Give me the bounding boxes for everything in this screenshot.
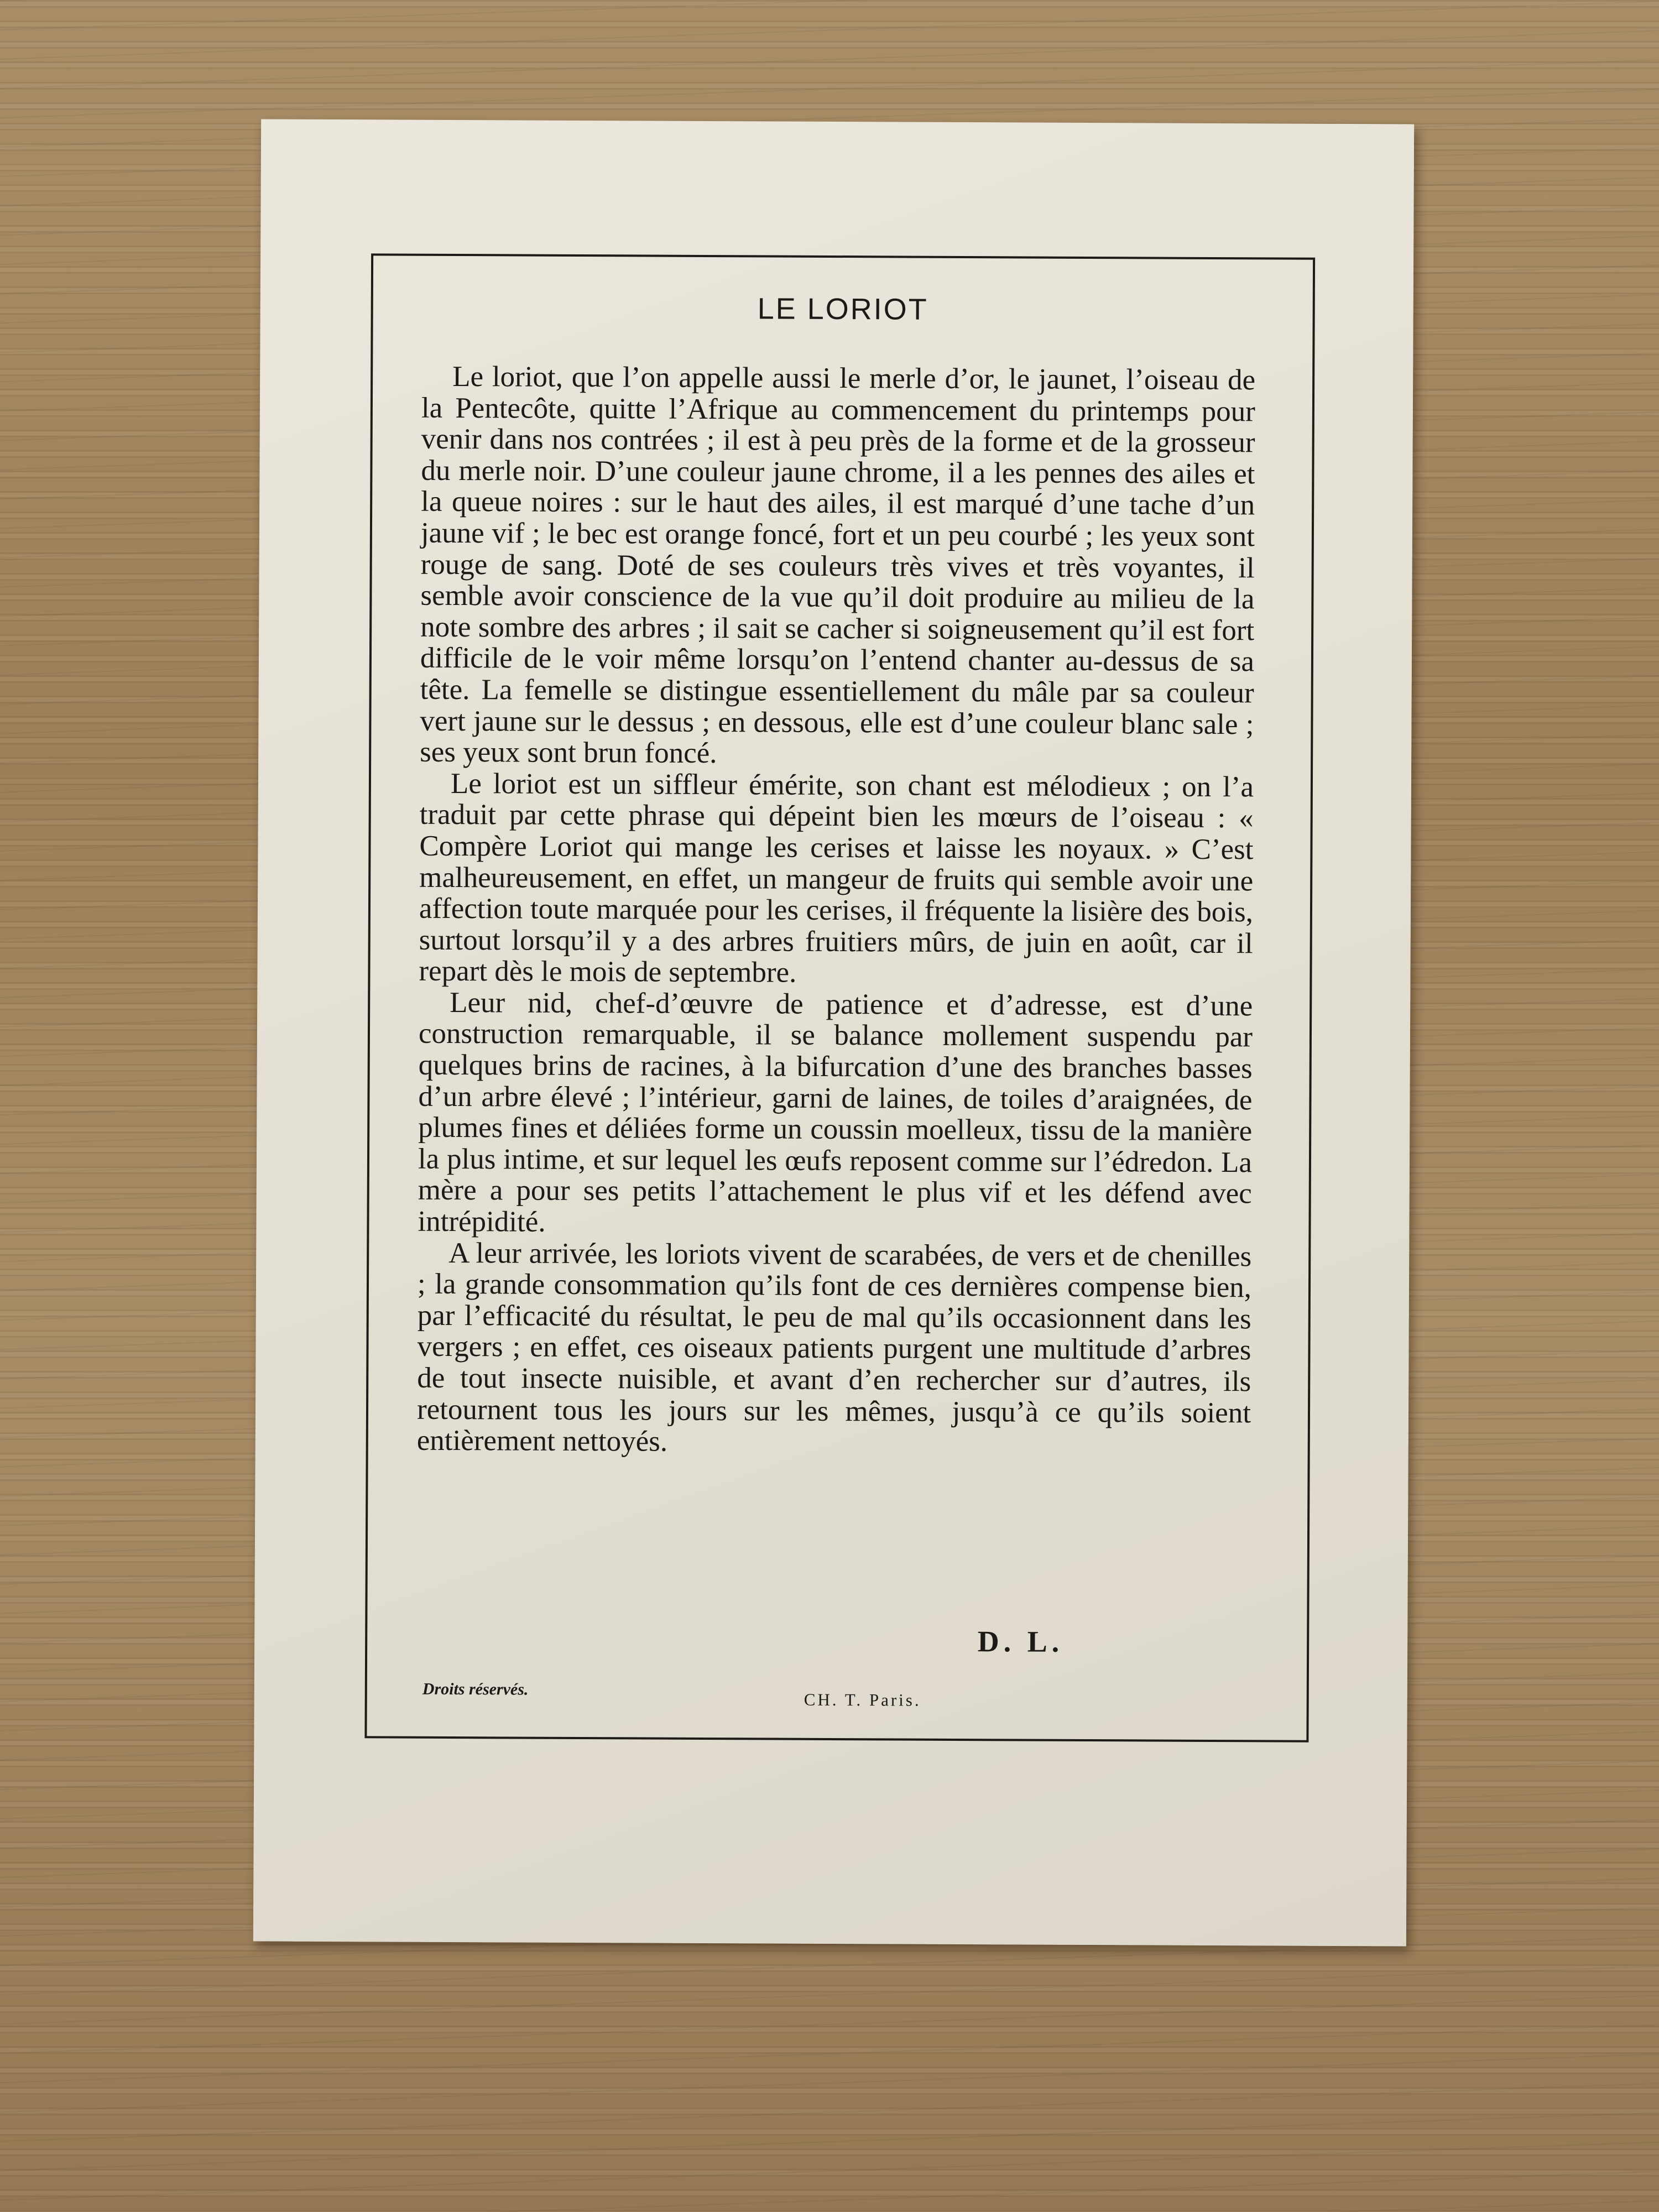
printer-mark: CH. T. Paris.: [804, 1689, 921, 1710]
page-title: LE LORIOT: [757, 292, 928, 326]
article-body: [417, 361, 1256, 1460]
author-signature: D. L.: [977, 1625, 1064, 1658]
postcard: [253, 119, 1414, 1946]
paragraph: Le loriot, que l’on appelle aussi le merle d’or, le jaunet, l’oiseau de la Pentecôte, quitte l’Afrique au commencement du printemps pour venir dans nos contrées ; il est à peu près de la forme et de la grosseur du merle noir. D’une couleur jaune chrome, il a les pennes des ailes et la queue noires : sur le haut des ailes, il est marqué d’une tache d’un jaune vif ; le bec est orange foncé, fort et un peu courbé ; les yeux sont rouge de sang. Doté de ses couleurs très vives et très voyantes, il semble avoir conscience de la vue qu’il doit produire au milieu de la note sombre des arbres ; il sait se cacher si soigneusement qu’il est fort difficile de le voir même lorsqu’on l’entend chanter au-dessus de sa tête. La femelle se distingue essentiellement du mâle par sa couleur vert jaune sur le dessus ; en dessous, elle est d’une couleur blanc sale ; ses yeux sont brun foncé.: [420, 360, 1256, 770]
rights-notice: Droits réservés.: [422, 1679, 529, 1699]
paragraph: Le loriot est un siffleur émérite, son chant est mélodieux ; on l’a traduit par cette phrase qui dépeint bien les mœurs de l’oiseau : « Compère Loriot qui mange les cerises et laisse les noyaux. » C’est malheureusement, en effet, un mangeur de fruits qui semble avoir une affection toute marquée pour les cerises, il fréquente la lisière des bois, surtout lorsqu’il y a des arbres fruitiers mûrs, de juin en août, car il repart dès le mois de septembre.: [419, 767, 1254, 989]
paragraph: A leur arrivée, les loriots vivent de scarabées, de vers et de chenilles ; la grande consommation qu’ils font de ces dernières compense bien, par l’efficacité du résultat, le peu de mal qu’ils occasionnent dans les vergers ; en effet, ces oiseaux patients purgent une multitude d’arbres de tout insecte nuisible, et avant d’en rechercher sur d’autres, ils retournent tous les jours sur les mêmes, jusqu’à ce qu’ils soient entièrement nettoyés.: [416, 1237, 1252, 1458]
paragraph: Leur nid, chef-d’œuvre de patience et d’adresse, est d’une construction remarquable, il se balance mollement suspendu par quelques brins de racines, à la bifurcation d’une des branches basses d’un arbre élevé ; l’intérieur, garni de laines, de toiles d’araignées, de plumes fines et déliées forme un coussin moelleux, tissu de la manière la plus intime, et sur lequel les œufs reposent comme sur l’édredon. La mère a pour ses petits l’attachement le plus vif et les défend avec intrépidité.: [418, 986, 1253, 1238]
text-frame: [364, 253, 1315, 1742]
